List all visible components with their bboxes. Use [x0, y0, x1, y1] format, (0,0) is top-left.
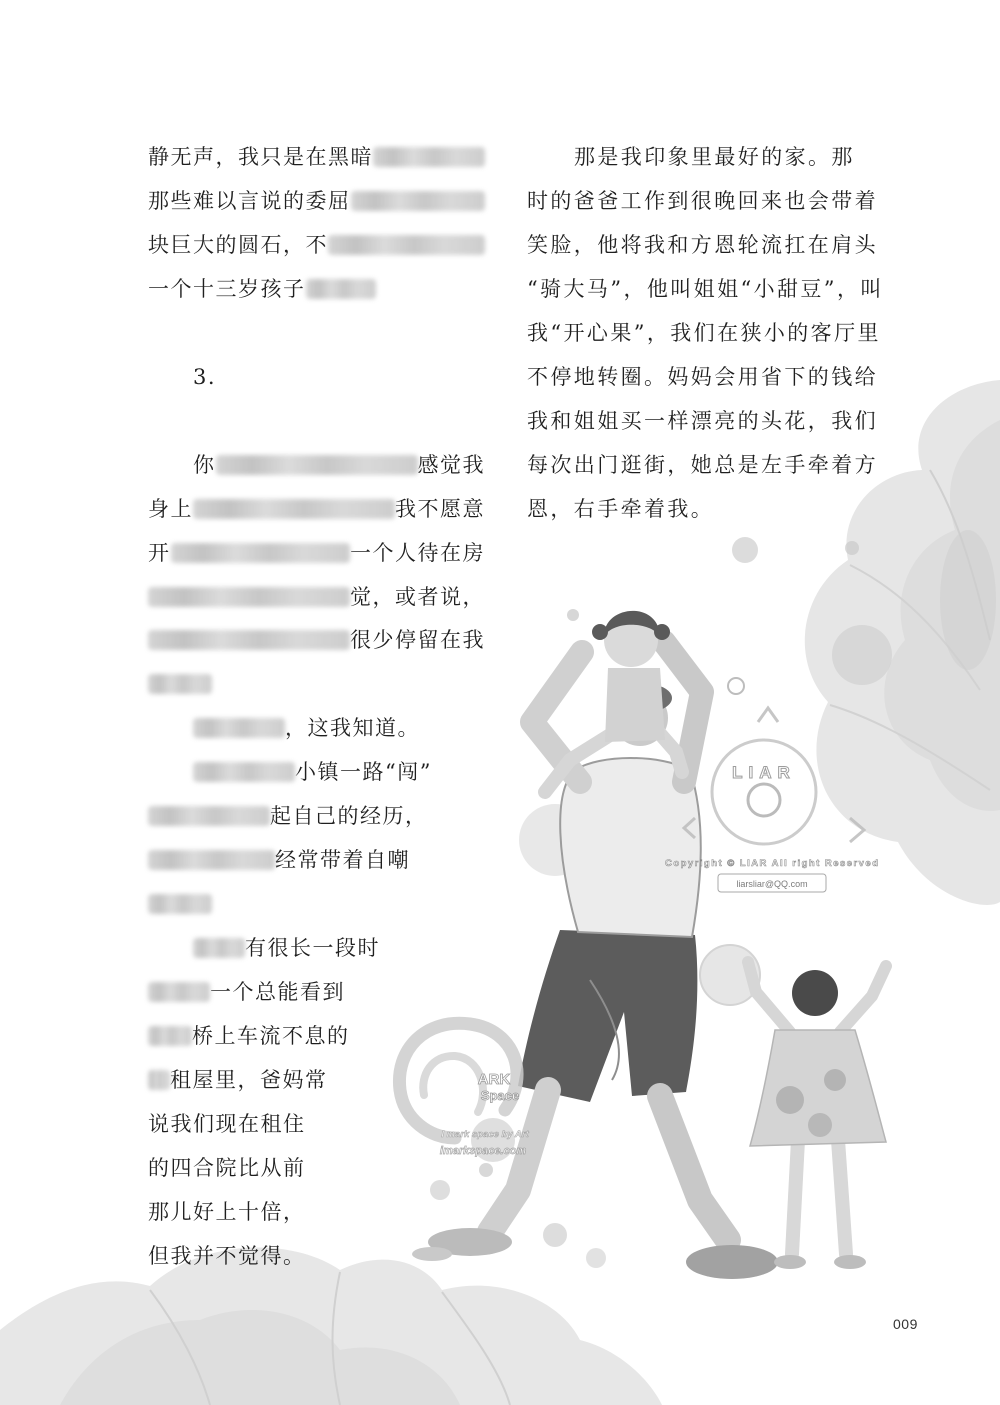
- line-text: 那是我印象里最好的家。那: [574, 145, 855, 169]
- right-line: [527, 223, 878, 267]
- section-number-text: 3.: [193, 365, 217, 389]
- line-text: 开: [148, 541, 171, 565]
- line-text: 但我并不觉得。: [148, 1244, 306, 1268]
- page-number: 009: [893, 1316, 918, 1332]
- liar-copyright: Copyright © LIAR All right Reserved: [665, 858, 878, 869]
- left-line: [148, 1014, 350, 1058]
- left-line: [148, 575, 485, 619]
- left-line: [148, 838, 410, 882]
- line-text: “骑大马”，他叫姐姐“小甜豆”，叫: [527, 277, 884, 301]
- line-text: 我“开心果”，我们在狭小的客厅里: [527, 321, 881, 345]
- blurred-text: [148, 630, 350, 650]
- line-text: 笑脸，他将我和方恩轮流扛在肩头: [527, 233, 878, 257]
- girl-figure: [748, 962, 886, 1269]
- line-text: 块巨大的圆石，不: [148, 233, 328, 257]
- blurred-text: [148, 1070, 170, 1090]
- ark-logo-top: ARK: [477, 1071, 511, 1088]
- blurred-text: [148, 674, 212, 694]
- liar-email: liarsliar@QQ.com: [736, 879, 808, 889]
- blurred-text: [148, 1026, 192, 1046]
- ark-space-watermark: [399, 1023, 529, 1157]
- line-text: 恩，右手牵着我。: [527, 497, 715, 521]
- blurred-text: [193, 762, 295, 782]
- left-line: [148, 794, 428, 838]
- left-line: [148, 750, 432, 794]
- left-line: [148, 662, 212, 706]
- left-line: [148, 443, 485, 487]
- line-text: 一个人待在房: [350, 541, 485, 565]
- line-text: 很少停留在我: [350, 628, 485, 652]
- blurred-text: [148, 806, 270, 826]
- line-text: 我和姐姐买一样漂亮的头花，我们: [527, 409, 878, 433]
- blurred-text: [351, 191, 486, 211]
- blurred-text: [148, 850, 275, 870]
- liar-logo: LIAR: [732, 763, 796, 782]
- right-line: [527, 399, 878, 443]
- ark-tagline: I mark space by Art: [441, 1129, 529, 1140]
- line-text: 那些难以言说的委屈: [148, 189, 351, 213]
- section-number: [148, 355, 216, 399]
- line-text: 我不愿意: [395, 497, 485, 521]
- left-line: [148, 531, 485, 575]
- line-text: 租屋里，爸妈常: [170, 1068, 328, 1092]
- blurred-text: [193, 718, 285, 738]
- right-line: [527, 267, 884, 311]
- line-text: 一个十三岁孩子: [148, 277, 306, 301]
- line-text: 说我们现在租住: [148, 1112, 306, 1136]
- line-text: 每次出门逛街，她总是左手牵着方: [527, 453, 878, 477]
- blurred-text: [373, 147, 485, 167]
- line-text: 不停地转圈。妈妈会用省下的钱给: [527, 365, 878, 389]
- left-line: [148, 618, 485, 662]
- right-line: [527, 487, 714, 531]
- blurred-text: [193, 499, 395, 519]
- line-text: 有很长一段时: [245, 936, 380, 960]
- line-text: 感觉我: [417, 453, 485, 477]
- line-text: 的四合院比从前: [148, 1156, 306, 1180]
- blurred-text: [193, 938, 245, 958]
- blurred-text: [216, 455, 418, 475]
- left-line: [148, 179, 485, 223]
- blurred-text: [306, 279, 376, 299]
- line-text: 那儿好上十倍，: [148, 1200, 306, 1224]
- line-text: 觉，或者说，: [350, 585, 485, 609]
- left-line: [148, 1234, 306, 1278]
- blurred-text: [148, 894, 212, 914]
- ark-site: imarkspace.com: [439, 1145, 527, 1157]
- right-line: [527, 179, 878, 223]
- line-text: 小镇一路“闯”: [295, 760, 432, 784]
- line-text: ，这我知道。: [285, 716, 420, 740]
- line-text: 时的爸爸工作到很晚回来也会带着: [527, 189, 878, 213]
- right-line: [527, 135, 855, 179]
- left-line: [148, 1190, 306, 1234]
- left-line: [148, 706, 420, 750]
- right-line: [527, 443, 878, 487]
- left-line: [148, 1058, 328, 1102]
- flower-bottom: [0, 1248, 662, 1405]
- line-text: 起自己的经历，: [270, 804, 428, 828]
- line-text: 一个总能看到: [210, 980, 345, 1004]
- left-line: [148, 487, 485, 531]
- line-text: 身上: [148, 497, 193, 521]
- line-text: 桥上车流不息的: [192, 1024, 350, 1048]
- left-line: [148, 267, 376, 311]
- blurred-text: [328, 235, 485, 255]
- left-line: [148, 135, 485, 179]
- line-text: 经常带着自嘲: [275, 848, 410, 872]
- ark-logo-bottom: Space: [480, 1088, 520, 1103]
- left-line: [148, 926, 380, 970]
- right-line: [527, 355, 878, 399]
- left-line: [148, 223, 485, 267]
- left-line: [148, 882, 212, 926]
- right-line: [527, 311, 881, 355]
- line-text: 静无声，我只是在黑暗: [148, 145, 373, 169]
- left-line: [148, 1146, 306, 1190]
- blurred-text: [148, 587, 350, 607]
- blurred-text: [171, 543, 351, 563]
- left-line: [148, 970, 345, 1014]
- line-text: 你: [193, 453, 216, 477]
- blurred-text: [148, 982, 210, 1002]
- left-line: [148, 1102, 306, 1146]
